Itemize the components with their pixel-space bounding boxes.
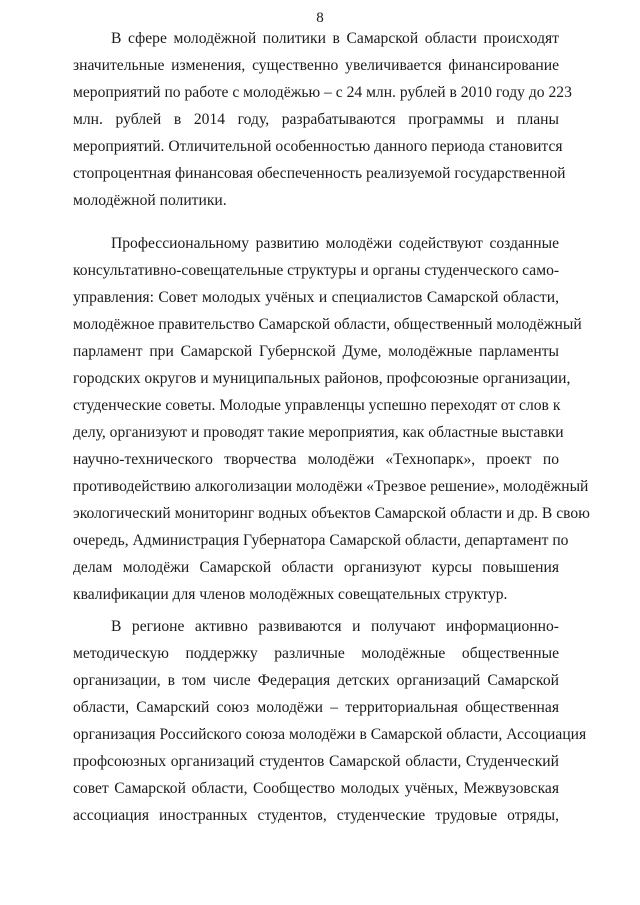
paragraph-2-line-11: экологический мониторинг водных объектов Самарской области и др. В свою <box>73 505 590 522</box>
paragraph-2-line-7: студенческие советы. Молодые управленцы успешно переходят от слов к <box>73 397 561 414</box>
paragraph-1-line-6: стопроцентная финансовая обеспеченность реализуемой государственной <box>73 165 566 182</box>
paragraph-2-line-10: противодействию алкоголизации молодёжи «Трезвое решение», молодёжный <box>73 478 589 495</box>
paragraph-2-line-2: консультативно-совещательные структуры и органы студенческого само- <box>73 262 560 279</box>
paragraph-2-line-12: очередь, Администрация Губернатора Самарской области, департамент по <box>73 532 569 549</box>
paragraph-3-line-3: организации, в том числе Федерация детских организаций Самарской <box>73 672 559 689</box>
page-number: 8 <box>316 10 324 26</box>
paragraph-2-line-4: молодёжное правительство Самарской области, общественный молодёжный <box>73 316 582 333</box>
paragraph-1-line-7: молодёжной политики. <box>73 192 227 209</box>
paragraph-2-line-5: парламент при Самарской Губернской Думе, молодёжные парламенты <box>73 343 559 360</box>
paragraph-2-line-9: научно-технического творчества молодёжи «Технопарк», проект по <box>73 451 559 468</box>
paragraph-1-line-4: млн. рублей в 2014 году, разрабатываются программы и планы <box>73 111 559 128</box>
paragraph-3-line-2: методическую поддержку различные молодёжные общественные <box>73 645 559 662</box>
paragraph-1-line-5: мероприятий. Отличительной особенностью данного периода становится <box>73 138 563 155</box>
paragraph-3-line-6: профсоюзных организаций студентов Самарской области, Студенческий <box>73 753 559 770</box>
paragraph-2-line-6: городских округов и муниципальных районов, профсоюзные организации, <box>73 370 571 387</box>
paragraph-3-line-7: совет Самарской области, Сообщество молодых учёных, Межвузовская <box>73 780 559 797</box>
paragraph-2-line-8: делу, организуют и проводят такие мероприятия, как областные выставки <box>73 424 564 441</box>
paragraph-3-line-1: В регионе активно развиваются и получают информационно- <box>111 618 559 635</box>
paragraph-2-line-3: управления: Совет молодых учёных и специалистов Самарской области, <box>73 289 559 306</box>
paragraph-1-line-3: мероприятий по работе с молодёжью – с 24 млн. рублей в 2010 году до 223 <box>73 84 572 101</box>
paragraph-3-line-5: организация Российского союза молодёжи в Самарской области, Ассоциация <box>73 726 587 743</box>
paragraph-3-line-8: ассоциация иностранных студентов, студенческие трудовые отряды, <box>73 807 559 824</box>
paragraph-2-line-1: Профессиональному развитию молодёжи содействуют созданные <box>111 235 559 252</box>
paragraph-2-line-13: делам молодёжи Самарской области организуют курсы повышения <box>73 559 559 576</box>
paragraph-1-line-1: В сфере молодёжной политики в Самарской области происходят <box>111 30 559 47</box>
paragraph-2-line-14: квалификации для членов молодёжных совещательных структур. <box>73 586 508 603</box>
paragraph-3-line-4: области, Самарский союз молодёжи – территориальная общественная <box>73 699 559 716</box>
paragraph-1-line-2: значительные изменения, существенно увеличивается финансирование <box>73 57 559 74</box>
